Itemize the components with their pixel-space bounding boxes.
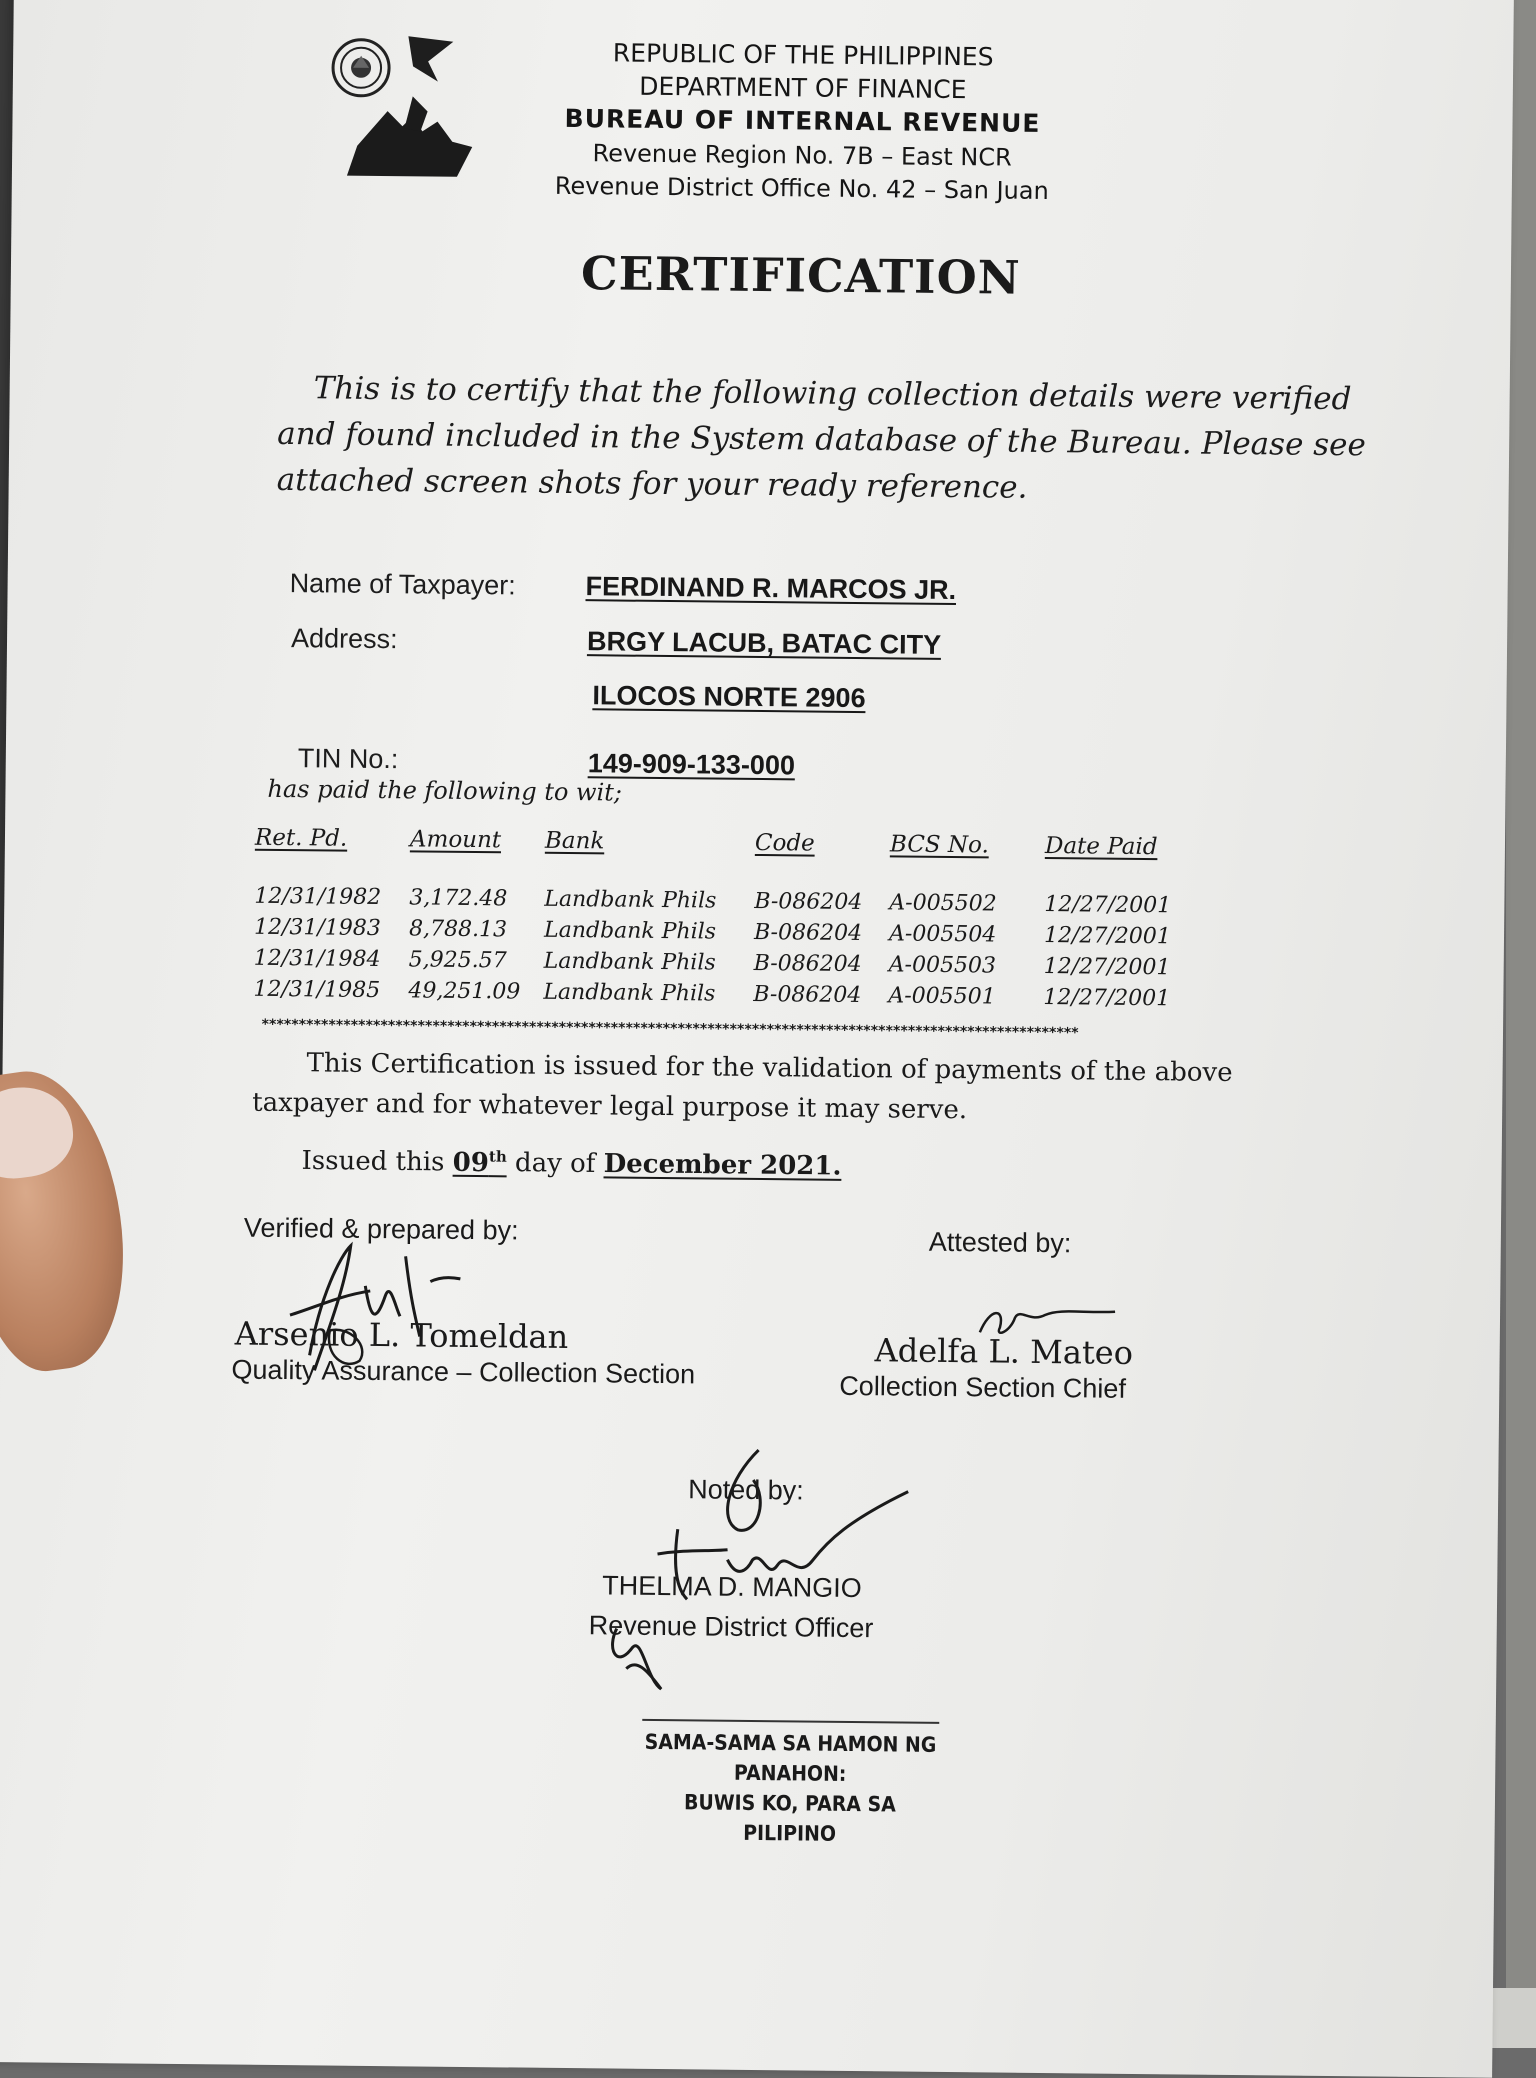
- cell-code: B-086204: [753, 919, 863, 947]
- issued-month-year: December 2021.: [603, 1149, 842, 1182]
- closing-paragraph: This Certification is issued for the validation of payments of the above taxpayer and for whatever legal purpose it may serve.: [252, 1048, 1233, 1126]
- letterhead-line-3: BUREAU OF INTERNAL REVENUE: [564, 103, 1041, 138]
- taxpayer-name-value: FERDINAND R. MARCOS JR.: [585, 571, 957, 606]
- header-bank: Bank: [544, 827, 605, 855]
- cell-amount: 49,251.09: [408, 978, 521, 1005]
- cell-code: B-086204: [753, 950, 862, 978]
- cell-ret-pd: 12/31/1982: [254, 883, 382, 911]
- header-ret-pd: Ret. Pd.: [254, 824, 348, 852]
- separator-line: **************************************************************************************************************: [260, 1016, 1079, 1042]
- footer-slogan: [641, 1719, 939, 1850]
- cell-bank: Landbank Phils: [543, 948, 716, 976]
- letterhead-line-4: Revenue Region No. 7B – East NCR: [592, 139, 1012, 172]
- paid-line: has paid the following to wit;: [267, 774, 623, 807]
- cell-date-paid: 12/27/2001: [1043, 953, 1171, 981]
- issued-middle: day of: [514, 1148, 596, 1179]
- attested-title: Collection Section Chief: [839, 1370, 1127, 1404]
- header-amount: Amount: [409, 826, 502, 854]
- thumb-nail: [0, 1081, 78, 1185]
- verified-title: Quality Assurance – Collection Section: [231, 1354, 696, 1390]
- cell-bcs-no: A-005503: [888, 952, 997, 979]
- cell-amount: 3,172.48: [409, 885, 508, 912]
- tin-value: 149-909-133-000: [587, 748, 796, 781]
- footer-line-2: BUWIS KO, PARA SA PILIPINO: [683, 1790, 896, 1846]
- cell-bank: Landbank Phils: [544, 886, 717, 914]
- cell-date-paid: 12/27/2001: [1043, 922, 1171, 950]
- address-line-2: ILOCOS NORTE 2906: [592, 680, 866, 714]
- cell-amount: 5,925.57: [408, 947, 507, 974]
- issued-day: 09: [452, 1147, 490, 1178]
- noted-name: THELMA D. MANGIO: [602, 1570, 862, 1604]
- address-line-1: BRGY LACUB, BATAC CITY: [586, 626, 942, 660]
- address-label: Address:: [290, 623, 398, 655]
- cell-bcs-no: A-005504: [888, 921, 997, 948]
- taxpayer-name-label: Name of Taxpayer:: [289, 568, 516, 601]
- table-header-row: [245, 825, 1196, 891]
- issued-prefix: Issued this: [301, 1145, 445, 1178]
- cell-bank: Landbank Phils: [543, 917, 717, 945]
- cell-code: B-086204: [754, 888, 863, 916]
- attested-label: Attested by:: [928, 1226, 1072, 1259]
- issued-day-suffix: th: [488, 1147, 507, 1166]
- cell-bank: Landbank Phils: [543, 979, 716, 1007]
- cell-code: B-086204: [753, 981, 862, 1009]
- cell-date-paid: 12/27/2001: [1043, 984, 1171, 1012]
- letterhead-line-1: REPUBLIC OF THE PHILIPPINES: [612, 38, 994, 72]
- cell-date-paid: 12/27/2001: [1044, 891, 1172, 919]
- attested-name: Adelfa L. Mateo: [874, 1331, 1134, 1372]
- footer-line-1: SAMA-SAMA SA HAMON NG PANAHON:: [644, 1729, 937, 1786]
- cell-ret-pd: 12/31/1985: [253, 976, 381, 1004]
- header-bcs-no: BCS No.: [889, 831, 989, 859]
- collection-table: [243, 825, 1195, 1015]
- issued-line: [301, 1145, 841, 1181]
- letterhead-line-2: DEPARTMENT OF FINANCE: [639, 71, 967, 105]
- intro-paragraph: This is to certify that the following collection details were verified and found included in the System database of the Bureau. Please see attached screen shots for your ready reference.: [276, 370, 1367, 506]
- document-title: CERTIFICATION: [580, 246, 1022, 305]
- cell-ret-pd: 12/31/1984: [253, 945, 381, 973]
- noted-label: Noted by:: [688, 1474, 804, 1506]
- cell-bcs-no: A-005501: [888, 983, 996, 1010]
- cell-amount: 8,788.13: [408, 916, 508, 943]
- noted-title: Revenue District Officer: [588, 1610, 874, 1644]
- tin-label: TIN No.:: [297, 743, 399, 775]
- cell-ret-pd: 12/31/1983: [253, 914, 381, 942]
- header-code: Code: [754, 829, 815, 857]
- verified-name: Arsenio L. Tomeldan: [234, 1314, 569, 1357]
- header-date-paid: Date Paid: [1044, 832, 1158, 861]
- cell-bcs-no: A-005502: [889, 890, 997, 917]
- letterhead-line-5: Revenue District Office No. 42 – San Juan: [554, 171, 1049, 205]
- verified-label: Verified & prepared by:: [243, 1212, 519, 1246]
